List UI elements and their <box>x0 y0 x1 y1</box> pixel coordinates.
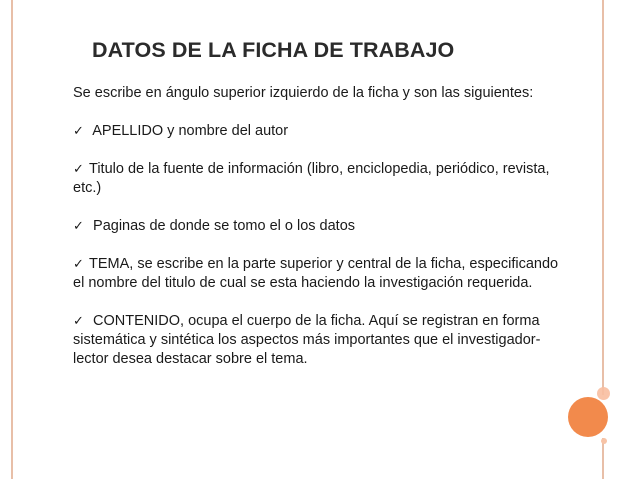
bullet-text: Paginas de donde se tomo el o los datos <box>89 218 356 234</box>
bullet-text: CONTENIDO, ocupa el cuerpo de la ficha. Aquí se registran en forma sistemática y sintética los aspectos más importantes que el investigador-lector desea destacar sobre el tema. <box>73 313 541 367</box>
right-border-line-lower <box>602 438 604 479</box>
decorative-orange-circle <box>568 397 608 437</box>
right-border-line <box>602 0 604 395</box>
checkmark-icon: ✓ <box>73 257 84 272</box>
bullet-text: Titulo de la fuente de información (libro, enciclopedia, periódico, revista, etc.) <box>73 161 550 196</box>
bullet-text: TEMA, se escribe en la parte superior y central de la ficha, especificando el nombre del titulo de cual se esta haciendo la investigación requerida. <box>73 256 559 291</box>
checkmark-icon: ✓ <box>73 314 84 329</box>
decorative-tiny-circle <box>601 438 607 444</box>
bullet-item <box>73 217 573 236</box>
bullet-item <box>73 255 573 293</box>
slide-title: DATOS DE LA FICHA DE TRABAJO <box>92 38 455 62</box>
bullet-text: APELLIDO y nombre del autor <box>89 123 289 139</box>
checkmark-icon: ✓ <box>73 124 84 139</box>
bullet-item <box>73 122 573 141</box>
checkmark-icon: ✓ <box>73 219 84 234</box>
left-border-line <box>11 0 13 479</box>
decorative-small-circle <box>597 387 610 400</box>
slide-body <box>73 84 573 388</box>
intro-text: Se escribe en ángulo superior izquierdo de la ficha y son las siguientes: <box>73 85 534 101</box>
bullet-item <box>73 312 573 369</box>
bullet-item <box>73 160 573 198</box>
checkmark-icon: ✓ <box>73 162 84 177</box>
